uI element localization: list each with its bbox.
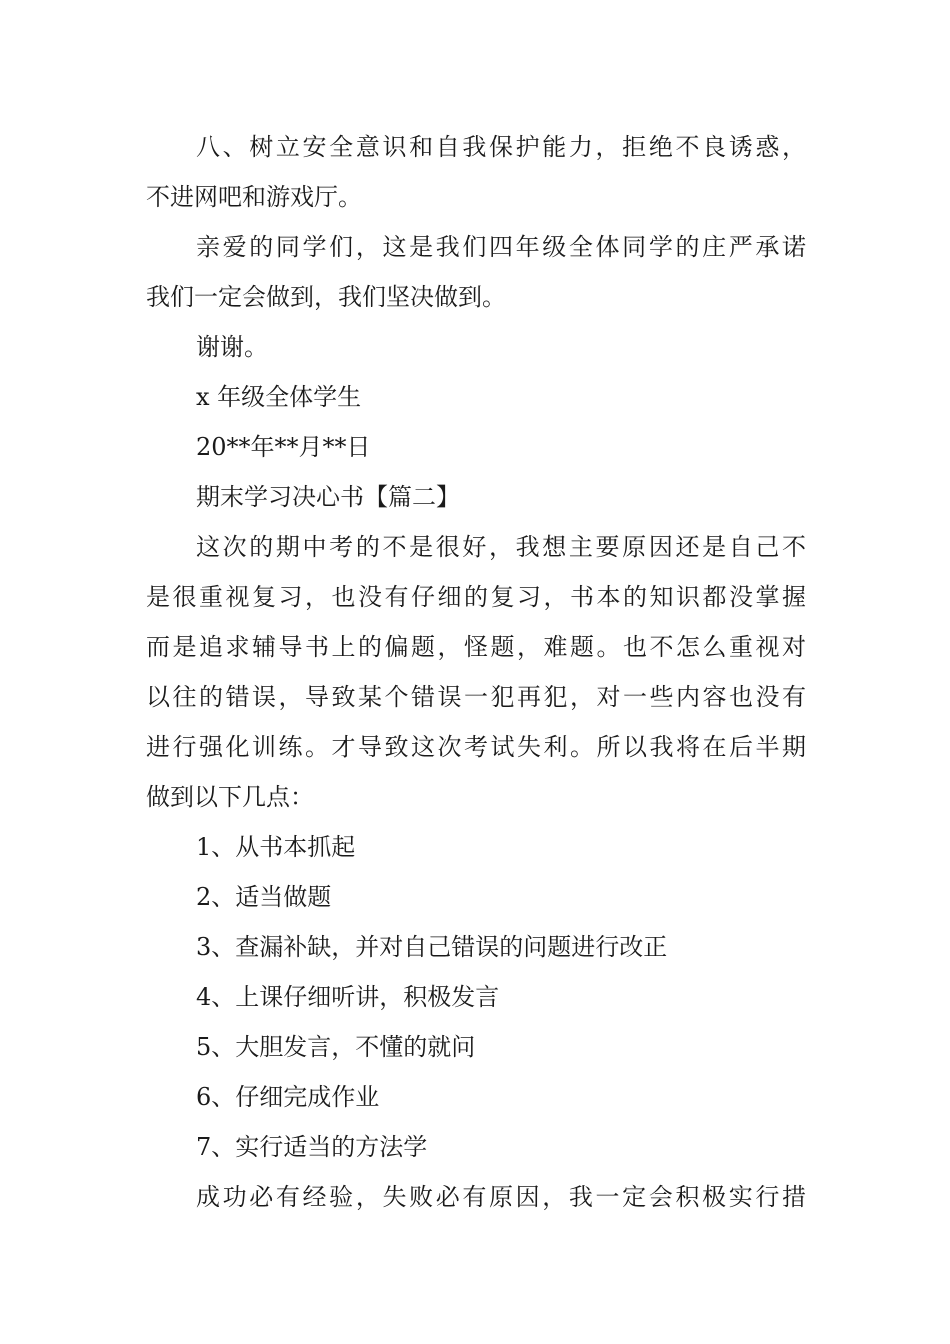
list-item: 6、仔细完成作业 <box>196 1083 380 1111</box>
text-line: 成功必有经验，失败必有原因，我一定会积极实行措 <box>196 1183 806 1211</box>
list-item: 4、上课仔细听讲，积极发言 <box>196 983 500 1011</box>
text-line: 亲爱的同学们，这是我们四年级全体同学的庄严承诺 <box>196 233 806 261</box>
text-line: 这次的期中考的不是很好，我想主要原因还是自己不 <box>196 533 806 561</box>
text-line: 做到以下几点： <box>146 783 314 811</box>
text-line: 我们一定会做到，我们坚决做到。 <box>146 283 506 311</box>
date-line: 20**年**月**日 <box>196 433 371 461</box>
text-line: 不进网吧和游戏厅。 <box>146 183 362 211</box>
document-page <box>146 122 806 1222</box>
text-line: 是很重视复习，也没有仔细的复习，书本的知识都没掌握 <box>146 583 806 611</box>
text-line: 进行强化训练。才导致这次考试失利。所以我将在后半期 <box>146 733 806 761</box>
section-title: 期末学习决心书【篇二】 <box>196 483 460 511</box>
list-item: 3、查漏补缺，并对自己错误的问题进行改正 <box>196 933 668 961</box>
list-item: 7、实行适当的方法学 <box>196 1133 428 1161</box>
list-item: 2、适当做题 <box>196 883 332 911</box>
list-item: 5、大胆发言，不懂的就问 <box>196 1033 476 1061</box>
text-line: 八、树立安全意识和自我保护能力，拒绝不良诱惑， <box>196 133 806 161</box>
text-line: 以往的错误，导致某个错误一犯再犯，对一些内容也没有 <box>146 683 806 711</box>
text-line: 而是追求辅导书上的偏题，怪题，难题。也不怎么重视对 <box>146 633 806 661</box>
text-line: 谢谢。 <box>196 333 268 361</box>
list-item: 1、从书本抓起 <box>196 833 356 861</box>
signature-line: x 年级全体学生 <box>196 383 362 411</box>
